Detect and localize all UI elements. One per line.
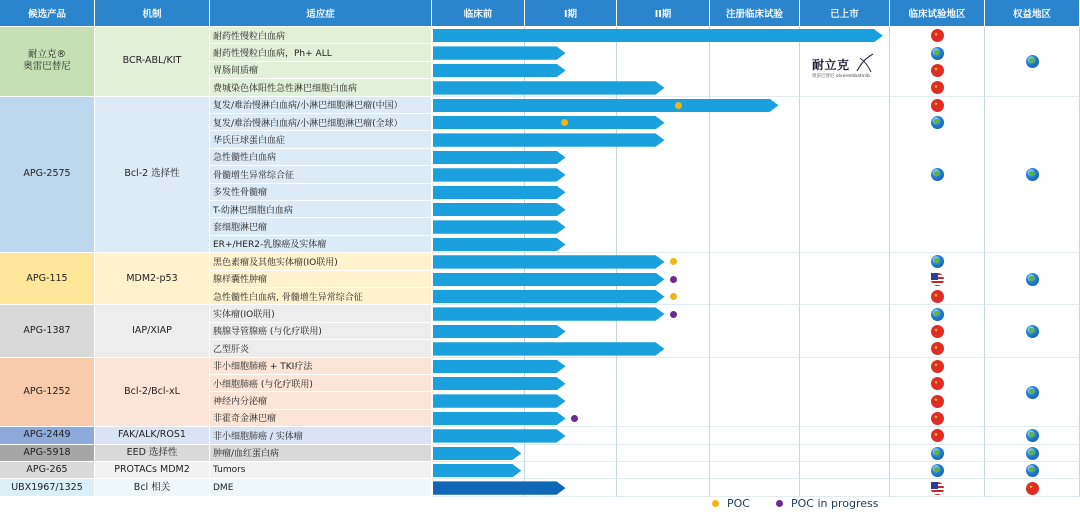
mechanism: FAK/ALK/ROS1 [95,427,210,444]
candidate-name: APG-265 [0,462,95,479]
indication: 非小细胞肺癌 + TKI疗法 [210,358,432,375]
candidate-name: APG-115 [0,253,95,305]
column-header: 临床前 [432,0,525,27]
grid-cell [617,445,710,462]
globe-icon [1026,325,1039,338]
china-flag-icon [931,64,944,77]
progress-bar [433,273,665,286]
indication: 急性髓性白血病 [210,149,432,166]
legend-item-poc [712,497,750,510]
mechanism: PROTACs MDM2 [95,462,210,479]
grid-cell [800,427,890,444]
indication: 小细胞肺癌 (与化疗联用) [210,375,432,392]
indication: 胰腺导管腺癌 (与化疗联用) [210,323,432,340]
progress-bar [433,64,566,77]
candidate-name: APG-2449 [0,427,95,444]
progress-bar [433,290,665,303]
progress-bar [433,186,566,199]
legend-item-poc-progress [776,497,878,510]
indication: 胃肠间质瘤 [210,62,432,79]
progress-bar [433,116,665,129]
progress-bar [433,29,883,42]
candidate-name: APG-1387 [0,305,95,357]
grid-cell [525,445,617,462]
column-header: 适应症 [210,0,432,27]
progress-bar [433,325,566,338]
globe-icon [931,308,944,321]
progress-bar [433,464,521,477]
indication: 复发/难治慢淋白血病/小淋巴细胞淋巴瘤(全球） [210,114,432,131]
globe-icon [931,447,944,460]
helix-logo-icon [854,52,876,74]
poc-dot-icon [712,500,719,507]
progress-bar [433,360,566,373]
candidate-name: APG-2575 [0,97,95,254]
legend-label-poc-progress: POC in progress [791,497,879,510]
poc-in-progress-dot [571,415,578,422]
grid-cell [710,305,800,357]
poc-dot [670,258,677,265]
mechanism: BCR-ABL/KIT [95,27,210,97]
progress-bar [433,133,665,146]
column-header: 机制 [95,0,210,27]
progress-bar [433,255,665,268]
candidate-name: UBX1967/1325 [0,479,95,496]
grid-cell [800,462,890,479]
mechanism: MDM2-p53 [95,253,210,305]
grid-cell [800,445,890,462]
indication: 多发性骨髓瘤 [210,184,432,201]
mechanism: EED 选择性 [95,445,210,462]
progress-bar [433,377,566,390]
column-header: 已上市 [800,0,890,27]
progress-bar [433,342,665,355]
us-flag-icon [931,482,944,495]
logo-subtitle: 奥雷巴替尼 olverembatinib [812,74,870,79]
candidate-name: APG-1252 [0,358,95,428]
indication: 非霍奇金淋巴瘤 [210,410,432,427]
grid-cell [800,305,890,357]
grid-cell [617,427,710,444]
grid-cell [800,358,890,428]
indication: 费城染色体阳性急性淋巴细胞白血病 [210,79,432,96]
column-header: 临床试验地区 [890,0,985,27]
grid-cell [617,358,710,428]
progress-bar [433,168,566,181]
indication: 乙型肝炎 [210,340,432,357]
approved-drug-logo [810,54,874,82]
column-header: II期 [617,0,710,27]
grid-cell [710,97,800,254]
us-flag-icon [931,273,944,286]
indication: 骨髓增生异常综合征 [210,166,432,183]
mechanism: Bcl 相关 [95,479,210,496]
globe-icon [1026,447,1039,460]
candidate-name: 耐立克® 奥雷巴替尼 [0,27,95,97]
progress-bar [433,81,665,94]
globe-icon [1026,273,1039,286]
indication: DME [210,479,432,496]
indication: 复发/难治慢淋白血病/小淋巴细胞淋巴瘤(中国） [210,97,432,114]
indication: 套细胞淋巴瘤 [210,218,432,235]
grid-cell [710,427,800,444]
legend-label-poc: POC [727,497,750,510]
globe-icon [1026,386,1039,399]
mechanism: Bcl-2/Bcl-xL [95,358,210,428]
china-flag-icon [1026,482,1039,495]
progress-bar [433,429,566,442]
progress-bar [433,151,566,164]
grid-cell [710,479,800,496]
grid-cell [800,253,890,305]
mechanism: Bcl-2 选择性 [95,97,210,254]
progress-bar [433,220,566,233]
poc-in-progress-dot [670,311,677,318]
column-header: I期 [525,0,617,27]
indication: 急性髓性白血病, 骨髓增生异常综合征 [210,288,432,305]
china-flag-icon [931,99,944,112]
candidate-name: APG-5918 [0,445,95,462]
grid-cell [710,462,800,479]
poc-dot [561,119,568,126]
mechanism: IAP/XIAP [95,305,210,357]
progress-bar [433,307,665,320]
indication: 耐药性慢粒白血病 [210,27,432,44]
indication: 实体瘤(IO联用) [210,305,432,322]
logo-name: 耐立克 [812,58,850,72]
indication: T-幼淋巴细胞白血病 [210,201,432,218]
grid-cell [800,97,890,254]
grid-cell [525,462,617,479]
indication: 肿瘤/血红蛋白病 [210,445,432,462]
china-flag-icon [931,360,944,373]
indication: 黑色素瘤及其他实体瘤(IO联用) [210,253,432,270]
poc-dot [675,102,682,109]
column-header: 候选产品 [0,0,95,27]
poc-in-progress-dot [670,276,677,283]
indication: 华氏巨球蛋白血症 [210,131,432,148]
china-flag-icon [931,325,944,338]
grid-cell [800,479,890,496]
grid-cell [710,445,800,462]
poc-in-progress-dot-icon [776,500,783,507]
poc-dot [670,293,677,300]
progress-bar [433,481,566,494]
progress-bar [433,99,779,112]
indication: 耐药性慢粒白血病，Ph+ ALL [210,44,432,61]
grid-cell [617,462,710,479]
globe-icon [931,47,944,60]
indication: 非小细胞肺癌 / 实体瘤 [210,427,432,444]
grid-cell [710,358,800,428]
column-header: 注册临床试验 [710,0,800,27]
china-flag-icon [931,395,944,408]
indication: 腺样囊性肿瘤 [210,271,432,288]
progress-bar [433,394,566,407]
indication: Tumors [210,462,432,479]
progress-bar [433,203,566,216]
progress-bar [433,238,566,251]
grid-cell [710,253,800,305]
progress-bar [433,46,566,59]
china-flag-icon [931,412,944,425]
grid-cell [617,479,710,496]
indication: 神经内分泌瘤 [210,392,432,409]
indication: ER+/HER2-乳腺癌及实体瘤 [210,236,432,253]
progress-bar [433,447,521,460]
column-header: 权益地区 [985,0,1080,27]
progress-bar [433,412,566,425]
